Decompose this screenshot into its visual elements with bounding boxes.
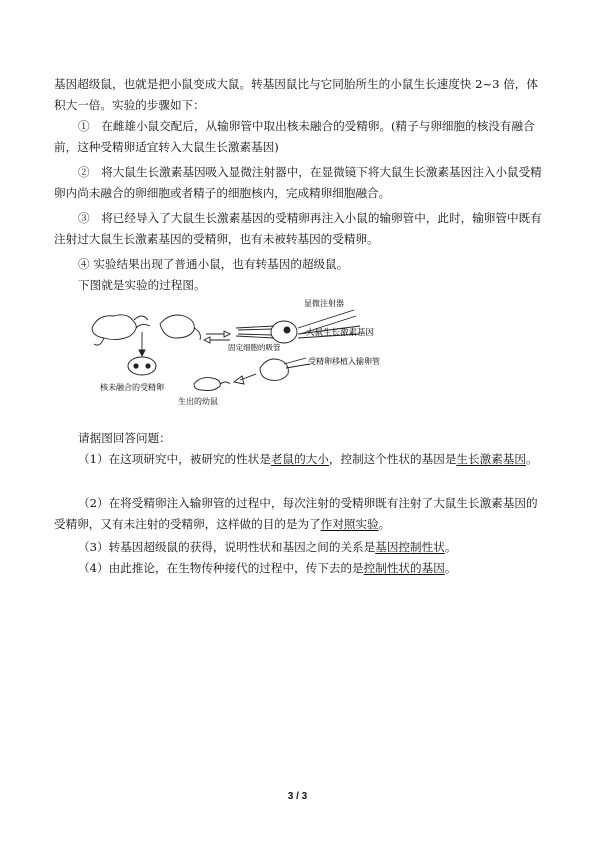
mouse-pair-illustration xyxy=(92,315,200,345)
question-2-text: （2）在将受精卵注入输卵管的过程中，每次注射的受精卵既有注射了大鼠生长激素基因的受精卵，又有未注射的受精卵，这样做的目的是为了 xyxy=(54,496,538,531)
paragraph-step-3: ③ 将已经导入了大鼠生长激素基因的受精卵再注入小鼠的输卵管中，此时，输卵管中既有注射过大鼠生长激素基因的受精卵，也有未被转基因的受精卵。 xyxy=(54,211,542,246)
recipient-mouse-illustration xyxy=(260,358,310,380)
fertilized-egg xyxy=(128,357,156,375)
experiment-diagram xyxy=(84,298,404,410)
question-1-answer-trait: 老鼠的大小 xyxy=(270,452,329,466)
question-1-end: 。 xyxy=(526,452,538,466)
paragraph-question-intro: 请据图回答问题： xyxy=(78,431,171,445)
page-number: 3 / 3 xyxy=(287,791,308,802)
paragraph-figure-intro: 下图就是实验的过程图。 xyxy=(78,278,206,292)
question-2-end: 。 xyxy=(378,517,391,531)
paragraph-step-2: ② 将大鼠生长激素基因吸入显微注射器中，在显微镜下将大鼠生长激素基因注入小鼠受精卵内尚未融合的卵细胞或者精子的细胞核内，完成精卵细胞融合。 xyxy=(54,165,542,200)
question-1-text: （1）在这项研究中，被研究的性状是 xyxy=(78,452,271,466)
question-2-answer: 作对照实验 xyxy=(320,517,379,531)
label-injector: 显微注射器 xyxy=(304,299,344,308)
label-egg: 核未融合的受精卵 xyxy=(100,383,164,392)
question-1-text-mid: ，控制这个性状的基因是 xyxy=(328,452,457,466)
paragraph-intro: 基因超级鼠，也就是把小鼠变成大鼠。转基因鼠比与它同胎所生的小鼠生长速度快 2~3 倍，体积大一倍。实验的步骤如下： xyxy=(54,77,538,112)
question-4-text: （4）由此推论，在生物传种接代的过程中，传下去的是 xyxy=(78,561,364,575)
paragraph-step-4: ④ 实验结果出现了普通小鼠，也有转基因的超级鼠。 xyxy=(78,257,349,271)
label-gene: 大鼠生长激素基因 xyxy=(306,328,375,338)
question-2 xyxy=(54,493,544,535)
label-pipette: 固定细胞的吸管 xyxy=(228,343,281,352)
question-3-answer: 基因控制性状 xyxy=(375,540,445,554)
process-arrows xyxy=(136,324,256,384)
paragraph-step-1: ① 在雌雄小鼠交配后，从输卵管中取出核未融合的受精卵。(精子与卵细胞的核没有融合前，这种受精卵适宜转入大鼠生长激素基因) xyxy=(54,119,535,154)
question-4 xyxy=(54,558,544,579)
offspring-mice-illustration xyxy=(194,378,230,391)
question-3-text: （3）转基因超级鼠的获得，说明性状和基因之间的关系是 xyxy=(78,540,376,554)
label-offspring: 生出的幼鼠 xyxy=(178,397,218,406)
question-4-end: 。 xyxy=(444,561,457,575)
question-3-end: 。 xyxy=(444,540,457,554)
question-4-answer: 控制性状的基因 xyxy=(363,561,445,575)
question-1-answer-gene: 生长激素基因 xyxy=(456,452,526,466)
question-1 xyxy=(54,449,544,470)
question-3 xyxy=(54,537,544,558)
label-transfer: 受精卵移植入输卵管 xyxy=(308,357,380,366)
microinjection-apparatus xyxy=(236,310,360,343)
